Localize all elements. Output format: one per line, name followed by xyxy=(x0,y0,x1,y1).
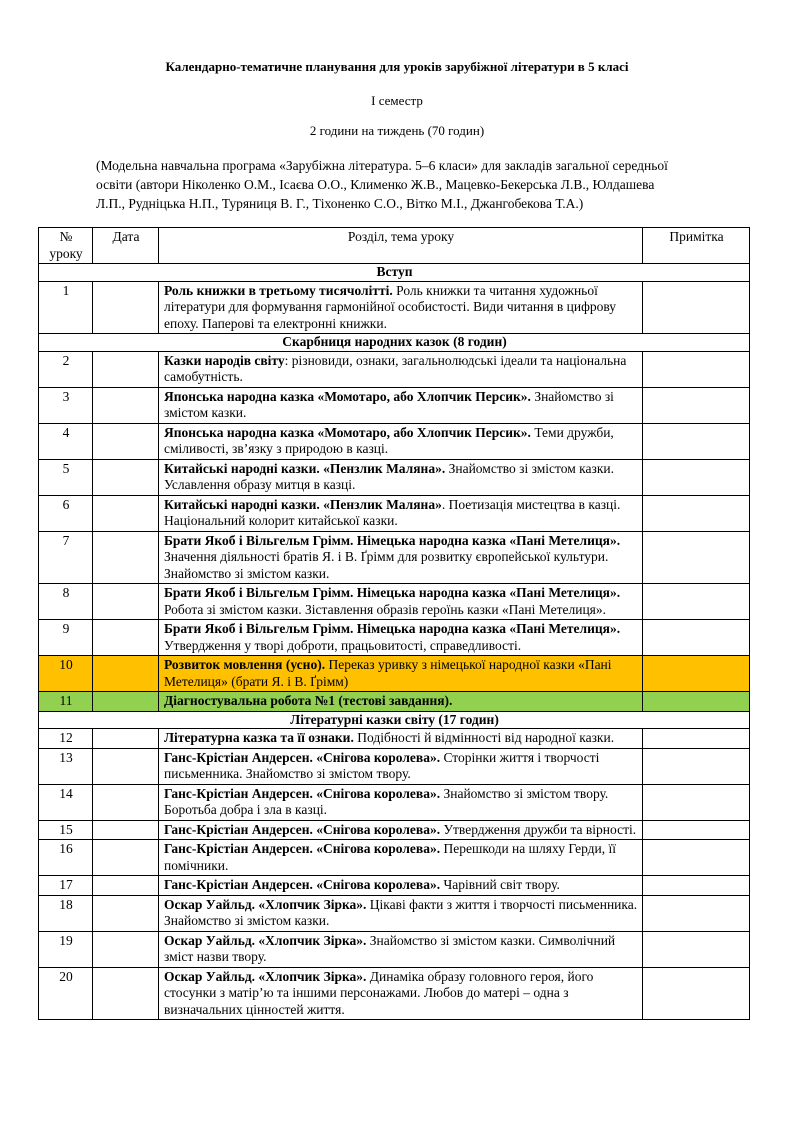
lesson-topic-heading: Оскар Уайльд. «Хлопчик Зірка». xyxy=(164,896,367,912)
lesson-number: 3 xyxy=(39,387,93,423)
lesson-number: 16 xyxy=(39,840,93,876)
lesson-date xyxy=(93,840,159,876)
lesson-topic-description: Переказ уривку з німецької народної казки «Пані Метелиця» (брати Я. і В. Ґрімм) xyxy=(164,657,612,689)
program-note-line: (Модельна навчальна програма «Зарубіжна література. 5–6 класи» для закладів загальної середньої xyxy=(96,158,668,173)
lesson-row xyxy=(39,876,750,896)
lesson-date xyxy=(93,784,159,820)
lesson-row xyxy=(39,387,750,423)
lesson-topic-description: Теми дружби, сміливості, зв’язку з природою в казці. xyxy=(164,424,614,456)
program-note xyxy=(96,156,746,213)
lesson-note xyxy=(643,967,750,1020)
lesson-row xyxy=(39,620,750,656)
lesson-number: 10 xyxy=(39,656,93,692)
lesson-topic-heading: Брати Якоб і Вільгельм Грімм. Німецька народна казка «Пані Метелиця». xyxy=(164,532,621,548)
lesson-date xyxy=(93,495,159,531)
lesson-row xyxy=(39,840,750,876)
lesson-row xyxy=(39,748,750,784)
lesson-topic xyxy=(159,656,643,692)
lesson-row xyxy=(39,423,750,459)
lesson-note xyxy=(643,748,750,784)
lesson-date xyxy=(93,729,159,749)
lesson-row xyxy=(39,931,750,967)
lesson-topic-heading: Китайські народні казки. «Пензлик Маляна». xyxy=(164,460,446,476)
section-row-folk-tales xyxy=(39,334,750,352)
lesson-note xyxy=(643,729,750,749)
lesson-topic-description: Знайомство зі змістом твору. Боротьба добра і зла в казці. xyxy=(164,785,609,817)
lesson-topic-heading: Ганс-Крістіан Андерсен. «Снігова королева». xyxy=(164,785,441,801)
lesson-topic-description: Цікаві факти з життя і творчості письменника. Знайомство зі змістом казки. xyxy=(164,896,638,928)
lesson-number: 7 xyxy=(39,531,93,584)
lesson-topic xyxy=(159,584,643,620)
lesson-row xyxy=(39,656,750,692)
lesson-note xyxy=(643,784,750,820)
lesson-topic xyxy=(159,495,643,531)
lesson-topic-heading: Японська народна казка «Момотаро, або Хлопчик Персик». xyxy=(164,388,531,404)
lesson-topic xyxy=(159,967,643,1020)
lesson-topic-description: Знайомство зі змістом казки. Символічний зміст назви твору. xyxy=(164,932,616,964)
lesson-topic-description: Значення діяльності братів Я. і В. Ґрімм для розвитку європейської культури. Знайомство зі змістом казки. xyxy=(164,549,609,581)
lesson-row xyxy=(39,584,750,620)
lesson-topic-heading: Японська народна казка «Момотаро, або Хлопчик Персик». xyxy=(164,424,531,440)
lesson-date xyxy=(93,281,159,334)
lesson-topic xyxy=(159,531,643,584)
lesson-topic xyxy=(159,692,643,712)
lesson-topic-heading: Ганс-Крістіан Андерсен. «Снігова королева». xyxy=(164,841,441,856)
lesson-row xyxy=(39,531,750,584)
program-note-line: освіти (автори Ніколенко О.М., Ісаєва О.О., Клименко Ж.В., Мацевко-Бекерська Л.В., Юлдашева xyxy=(96,177,655,192)
lesson-date xyxy=(93,692,159,712)
lesson-number: 19 xyxy=(39,931,93,967)
lesson-topic xyxy=(159,784,643,820)
lesson-note xyxy=(643,281,750,334)
lesson-topic-description: Утвердження дружби та вірності. xyxy=(440,821,637,837)
lesson-number: 12 xyxy=(39,729,93,749)
lesson-row xyxy=(39,459,750,495)
lesson-number: 11 xyxy=(39,692,93,712)
lesson-note xyxy=(643,895,750,931)
header-date: Дата xyxy=(93,228,159,264)
lesson-topic-description: Роль книжки та читання художньої літератури для формування гармонійної особистості. Види читання в цифрову епоху. Паперові та електронні книжки. xyxy=(164,282,617,331)
lesson-number: 20 xyxy=(39,967,93,1020)
section-row-intro xyxy=(39,264,750,282)
lesson-topic-heading: Розвиток мовлення (усно). xyxy=(164,657,326,672)
header-note: Примітка xyxy=(643,228,750,264)
lesson-number: 6 xyxy=(39,495,93,531)
lesson-topic xyxy=(159,820,643,840)
lesson-topic-heading: Ганс-Крістіан Андерсен. «Снігова королева». xyxy=(164,749,441,765)
lesson-row xyxy=(39,967,750,1020)
lesson-row xyxy=(39,820,750,840)
lesson-number: 4 xyxy=(39,423,93,459)
lesson-row xyxy=(39,351,750,387)
lesson-number: 8 xyxy=(39,584,93,620)
lesson-note xyxy=(643,423,750,459)
lesson-note xyxy=(643,876,750,896)
lesson-date xyxy=(93,387,159,423)
lesson-topic xyxy=(159,281,643,334)
header-topic: Розділ, тема уроку xyxy=(159,228,643,264)
lesson-date xyxy=(93,967,159,1020)
lesson-number: 14 xyxy=(39,784,93,820)
lesson-date xyxy=(93,584,159,620)
lesson-topic-description: Знайомство зі змістом казки. xyxy=(164,388,614,420)
lesson-topic-heading: Ганс-Крістіан Андерсен. «Снігова королева». xyxy=(164,877,441,892)
lesson-note xyxy=(643,584,750,620)
section-row-literary-tales xyxy=(39,711,750,729)
lesson-note xyxy=(643,931,750,967)
lesson-topic xyxy=(159,729,643,749)
lesson-note xyxy=(643,531,750,584)
lesson-note xyxy=(643,387,750,423)
lesson-topic-heading: Оскар Уайльд. «Хлопчик Зірка». xyxy=(164,968,367,984)
lesson-topic-heading: Брати Якоб і Вільгельм Грімм. Німецька народна казка «Пані Метелиця». xyxy=(164,585,621,600)
section-title: Скарбниця народних казок (8 годин) xyxy=(39,334,750,352)
section-title: Вступ xyxy=(39,264,750,282)
lesson-topic xyxy=(159,931,643,967)
lesson-number: 13 xyxy=(39,748,93,784)
lesson-topic-heading: Казки народів світу xyxy=(164,352,285,368)
lesson-number: 17 xyxy=(39,876,93,896)
table-header-row xyxy=(39,228,750,264)
lesson-topic-description: : різновиди, ознаки, загальнолюдські ідеали та національна самобутність. xyxy=(164,352,627,384)
lesson-topic xyxy=(159,351,643,387)
lesson-row xyxy=(39,281,750,334)
lesson-topic-heading: Ганс-Крістіан Андерсен. «Снігова королева». xyxy=(164,821,441,837)
lesson-topic-description: . Поетизація мистецтва в казці. Національний колорит китайської казки. xyxy=(164,496,621,528)
lesson-topic-description: Робота зі змістом казки. Зіставлення образів героїнь казки «Пані Метелиця». xyxy=(164,601,607,617)
lesson-topic xyxy=(159,423,643,459)
lesson-number: 15 xyxy=(39,820,93,840)
lesson-date xyxy=(93,748,159,784)
lesson-topic xyxy=(159,459,643,495)
lesson-row xyxy=(39,729,750,749)
lesson-topic-description: Сторінки життя і творчості письменника. Знайомство зі змістом твору. xyxy=(164,749,600,781)
lesson-date xyxy=(93,531,159,584)
lesson-date xyxy=(93,351,159,387)
lesson-topic xyxy=(159,876,643,896)
lesson-row xyxy=(39,495,750,531)
lesson-topic-heading: Оскар Уайльд. «Хлопчик Зірка». xyxy=(164,932,367,948)
lesson-number: 5 xyxy=(39,459,93,495)
lesson-topic xyxy=(159,748,643,784)
lesson-date xyxy=(93,620,159,656)
lesson-date xyxy=(93,895,159,931)
lesson-date xyxy=(93,459,159,495)
program-note-line: Л.П., Рудніцька Н.П., Туряниця В. Г., Тіхоненко С.О., Вітко М.І., Джангобекова Т.А.) xyxy=(96,196,584,211)
lesson-topic-heading: Брати Якоб і Вільгельм Грімм. Німецька народна казка «Пані Метелиця». xyxy=(164,621,621,636)
lesson-row xyxy=(39,784,750,820)
document-title: Календарно-тематичне планування для уроків зарубіжної літератури в 5 класі xyxy=(165,59,629,74)
lesson-topic-description: Утвердження у творі доброти, працьовитості, справедливості. xyxy=(164,637,522,653)
lesson-topic-heading: Китайські народні казки. «Пензлик Маляна» xyxy=(164,496,442,512)
lesson-date xyxy=(93,876,159,896)
lesson-topic-description: Чарівний світ твору. xyxy=(440,877,560,892)
lesson-note xyxy=(643,840,750,876)
lesson-note xyxy=(643,692,750,712)
lesson-note xyxy=(643,620,750,656)
lesson-plan-table xyxy=(38,227,750,1020)
lesson-topic-heading: Діагностувальна робота №1 (тестові завдання). xyxy=(164,693,453,708)
lesson-note xyxy=(643,459,750,495)
lesson-topic xyxy=(159,895,643,931)
lesson-note xyxy=(643,656,750,692)
header-lesson-number: № уроку xyxy=(39,228,93,264)
lesson-note xyxy=(643,495,750,531)
hours-label: 2 години на тиждень (70 годин) xyxy=(309,123,485,138)
lesson-topic-description: Подібності й відмінності від народної казки. xyxy=(353,730,615,745)
lesson-topic xyxy=(159,840,643,876)
lesson-number: 1 xyxy=(39,281,93,334)
lesson-topic xyxy=(159,387,643,423)
lesson-date xyxy=(93,656,159,692)
lesson-number: 9 xyxy=(39,620,93,656)
semester-label: І семестр xyxy=(371,93,423,108)
lesson-date xyxy=(93,423,159,459)
lesson-row xyxy=(39,895,750,931)
lesson-topic-description: Перешкоди на шляху Герди, її помічники. xyxy=(164,841,617,873)
lesson-topic-heading: Роль книжки в третьому тисячолітті. xyxy=(164,282,393,298)
lesson-date xyxy=(93,820,159,840)
lesson-topic xyxy=(159,620,643,656)
lesson-note xyxy=(643,351,750,387)
lesson-topic-heading: Літературна казка та її ознаки. xyxy=(164,730,354,745)
lesson-date xyxy=(93,931,159,967)
lesson-topic-description: Динаміка образу головного героя, його стосунки з матір’ю та іншими персонажами. Любов до матері – одна з визначальних цінностей життя. xyxy=(164,968,594,1017)
lesson-number: 2 xyxy=(39,351,93,387)
lesson-note xyxy=(643,820,750,840)
lesson-number: 18 xyxy=(39,895,93,931)
lesson-row xyxy=(39,692,750,712)
section-title: Літературні казки світу (17 годин) xyxy=(39,711,750,729)
lesson-topic-description: Знайомство зі змістом казки. Уславлення образу митця в казці. xyxy=(164,460,614,492)
